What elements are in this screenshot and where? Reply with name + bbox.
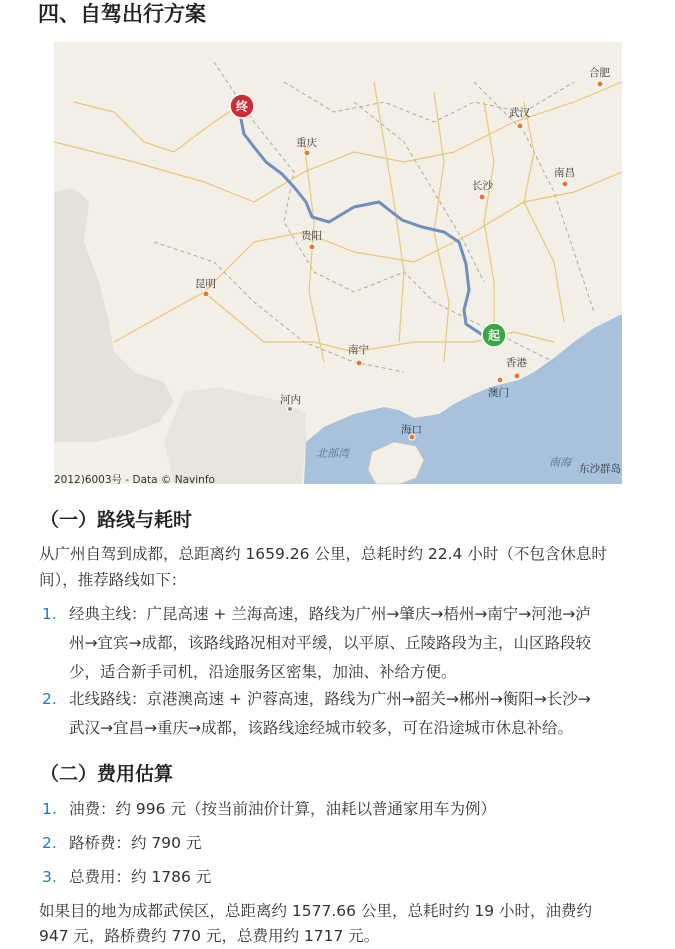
svg-text:香港: 香港 bbox=[506, 357, 527, 369]
end-marker[interactable] bbox=[230, 94, 254, 119]
route-item bbox=[42, 600, 642, 687]
map-copyright: 2012)6003号 - Data © Navinfo bbox=[54, 474, 215, 484]
list-number: 2. bbox=[42, 834, 57, 852]
route-item-line: 州→宜宾→成都，该路线路况相对平缓，以平原、丘陵路段为主，山区路段较 bbox=[69, 634, 591, 652]
cost-note-line-1: 如果目的地为成都武侯区，总距离约 1577.66 公里，总耗时约 19 小时，油费约 bbox=[39, 902, 593, 920]
list-number: 1. bbox=[42, 800, 57, 818]
cost-item-text: 路桥费：约 790 元 bbox=[69, 834, 202, 852]
route-intro-line-2: 间），推荐路线如下： bbox=[39, 571, 187, 589]
list-number: 3. bbox=[42, 868, 57, 886]
sea-label-southsea: 南海 bbox=[549, 456, 571, 469]
route-heading: （一）路线与耗时 bbox=[40, 509, 193, 531]
route-item bbox=[42, 685, 642, 743]
route-item-line: 经典主线：广昆高速 + 兰海高速，路线为广州→肇庆→梧州→南宁→河池→泸 bbox=[69, 605, 591, 623]
list-number: 2. bbox=[42, 690, 57, 708]
svg-text:南宁: 南宁 bbox=[348, 344, 369, 356]
cost-heading: （二）费用估算 bbox=[40, 763, 174, 785]
cost-note-line-2: 947 元，路桥费约 770 元，总费用约 1717 元。 bbox=[39, 927, 380, 945]
route-item-line: 少，适合新手司机，沿途服务区密集，加油、补给方便。 bbox=[69, 663, 457, 681]
svg-text:重庆: 重庆 bbox=[296, 137, 317, 149]
route-map[interactable] bbox=[54, 42, 622, 484]
svg-text:合肥: 合肥 bbox=[589, 67, 610, 79]
svg-text:南昌: 南昌 bbox=[554, 167, 575, 179]
cost-item-text: 总费用：约 1786 元 bbox=[69, 868, 212, 886]
svg-text:河内: 河内 bbox=[280, 394, 301, 406]
route-intro-line-1: 从广州自驾到成都，总距离约 1659.26 公里，总耗时约 22.4 小时（不包含休息时 bbox=[39, 545, 607, 563]
sea-label-beibu: 北部湾 bbox=[316, 447, 349, 460]
label-dongsha: 东沙群岛 bbox=[579, 463, 621, 475]
svg-text:昆明: 昆明 bbox=[195, 278, 216, 290]
svg-text:长沙: 长沙 bbox=[472, 180, 493, 192]
list-number: 1. bbox=[42, 605, 57, 623]
svg-text:海口: 海口 bbox=[401, 424, 422, 436]
route-item-line: 北线路线：京港澳高速 + 沪蓉高速，路线为广州→韶关→郴州→衡阳→长沙→ bbox=[69, 690, 591, 708]
start-marker-label: 起 bbox=[487, 328, 501, 343]
cost-item bbox=[42, 863, 642, 892]
cost-item-text: 油费：约 996 元（按当前油价计算，油耗以普通家用车为例） bbox=[69, 800, 496, 818]
svg-text:澳门: 澳门 bbox=[488, 387, 509, 399]
start-marker[interactable] bbox=[482, 323, 506, 348]
svg-text:贵阳: 贵阳 bbox=[301, 230, 322, 242]
svg-text:武汉: 武汉 bbox=[509, 107, 530, 119]
route-item-line: 武汉→宜昌→重庆→成都，该路线途经城市较多，可在沿途城市休息补给。 bbox=[69, 719, 573, 737]
section-title: 四、自驾出行方案 bbox=[38, 2, 206, 26]
cost-item bbox=[42, 829, 642, 858]
cost-item bbox=[42, 795, 642, 824]
route-map-svg bbox=[54, 42, 622, 484]
end-marker-label: 终 bbox=[235, 99, 249, 114]
